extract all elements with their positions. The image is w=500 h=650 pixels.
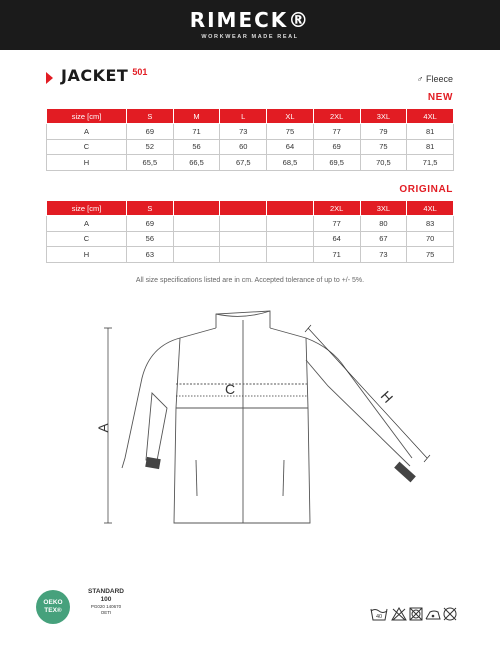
column-header [220,201,267,216]
table-cell: 71 [173,124,220,139]
left-sleeve-top [122,328,216,468]
oeko-badge-line2: TEX® [44,607,62,614]
table-cell: 75 [407,247,454,262]
table-row [47,247,454,262]
body-outline [174,338,310,523]
column-header: 2XL [313,109,360,124]
table-cell: 67,5 [220,155,267,170]
table-cell: 66,5 [173,155,220,170]
table-row [47,124,454,139]
table-cell: 69,5 [313,155,360,170]
measure-h-label: H [377,387,397,406]
table-cell: 83 [407,216,454,231]
size-tolerance-note: All size specifications listed are in cm. Accepted tolerance of up to +/- 5%. [135,277,365,284]
table-cell: 67 [360,231,407,246]
cuffs [145,457,416,482]
left-pocket [196,460,197,496]
oeko-tex-details [76,588,136,616]
wash-temp-label: 40 [375,614,383,620]
table-cell: 65,5 [127,155,174,170]
table-cell: 71 [313,247,360,262]
table-row [47,216,454,231]
measure-a-label: A [95,423,111,433]
table-cell [173,247,220,262]
column-header: L [220,109,267,124]
material-label: ♂ Fleece [416,74,453,84]
right-sleeve-bottom [306,360,410,466]
column-header [267,201,314,216]
right-cuff [394,462,416,483]
no-bleach-icon [392,608,406,620]
table-header-row [47,109,454,124]
column-header: size [cm] [47,109,127,124]
right-pocket [283,460,284,496]
product-title [46,66,147,90]
left-cuff [145,457,161,469]
table-cell: H [47,247,127,262]
table-cell: 64 [267,139,314,154]
brand-logo: RIMECK® [189,8,311,32]
oeko-standard-number: 100 [100,596,112,603]
product-name: JACKET [61,66,129,85]
table-header-row [47,201,454,216]
oeko-institute: OETI [100,610,112,615]
column-header: 4XL [407,201,454,216]
table-cell: 81 [407,124,454,139]
table-cell [267,231,314,246]
measure-h-line [308,328,427,458]
table-cell: 71,5 [407,155,454,170]
table-cell: 68,5 [267,155,314,170]
table-cell: 77 [313,124,360,139]
size-table-original [46,200,454,263]
table-cell [173,216,220,231]
table-cell [267,247,314,262]
no-tumble-dry-icon [410,608,422,620]
jacket-technical-drawing [70,298,450,538]
oeko-certificate-code: PG020 140670 [90,604,122,609]
table-row [47,231,454,246]
table-cell: 64 [313,231,360,246]
column-header: 3XL [360,109,407,124]
table-cell: 56 [173,139,220,154]
column-header [173,201,220,216]
table-cell: C [47,231,127,246]
table-cell [220,247,267,262]
table-cell: 73 [360,247,407,262]
table-cell: 75 [267,124,314,139]
table-cell: 75 [360,139,407,154]
table-cell [220,216,267,231]
table-cell: 69 [313,139,360,154]
table-cell: C [47,139,127,154]
brand-header [0,0,500,50]
table-cell: 80 [360,216,407,231]
table-cell [267,216,314,231]
table-cell: 77 [313,216,360,231]
table-cell: A [47,216,127,231]
column-header: S [127,109,174,124]
measure-c-label: C [225,381,236,397]
column-header: S [127,201,174,216]
table-cell: 70,5 [360,155,407,170]
column-header: size [cm] [47,201,127,216]
table-row [47,155,454,170]
table-cell: 60 [220,139,267,154]
iron-low-icon [426,611,440,619]
table-cell: A [47,124,127,139]
column-header: 4XL [407,109,454,124]
table-cell: H [47,155,127,170]
original-section-label: ORIGINAL [399,184,453,195]
table-cell [220,231,267,246]
oeko-tex-badge [36,590,70,624]
no-dry-clean-icon [444,608,456,620]
table-cell: 79 [360,124,407,139]
column-header: XL [267,109,314,124]
table-cell: 73 [220,124,267,139]
title-arrow-icon [46,72,53,84]
table-row [47,139,454,154]
table-cell: 52 [127,139,174,154]
table-cell: 63 [127,247,174,262]
column-header: 2XL [313,201,360,216]
column-header: M [173,109,220,124]
oeko-standard: STANDARD [88,588,124,595]
left-sleeve-underside [146,393,167,466]
table-cell: 70 [407,231,454,246]
size-table-new [46,108,454,171]
table-cell: 56 [127,231,174,246]
table-cell: 69 [127,216,174,231]
table-cell: 69 [127,124,174,139]
brand-tagline: WORKWEAR MADE REAL [201,34,299,40]
table-cell [173,231,220,246]
oeko-badge-line1: OEKO [43,599,63,606]
new-section-label: NEW [427,92,453,103]
table-cell: 81 [407,139,454,154]
care-symbols [370,606,458,622]
product-code: 501 [132,67,148,77]
column-header: 3XL [360,201,407,216]
